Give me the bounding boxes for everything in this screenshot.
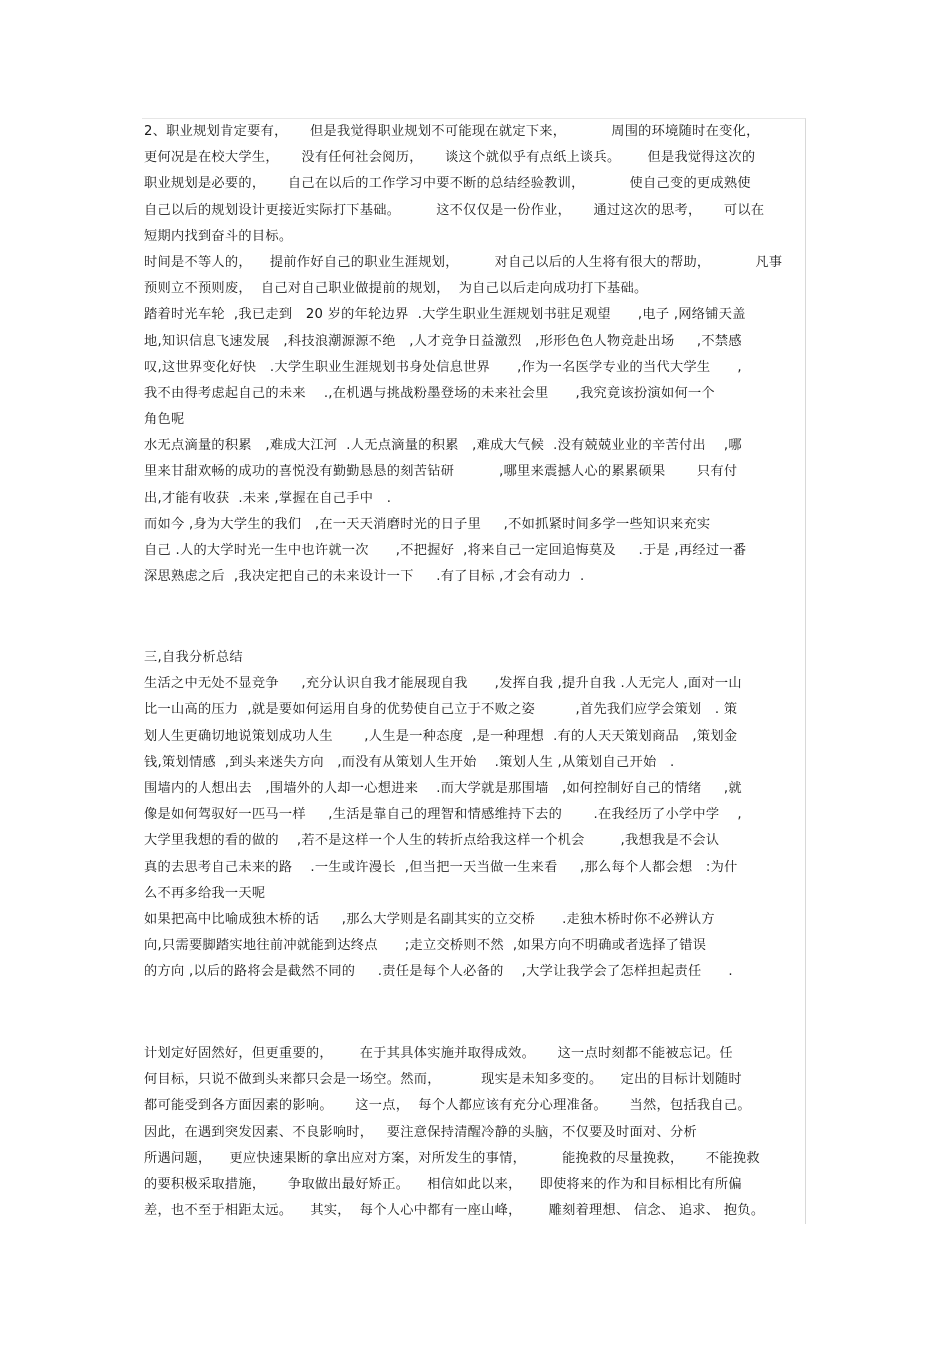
text-line: 叹,这世界变化好快 .大学生职业生涯规划书身处信息世界 ,作为一名医学专业的当代大学生 , [144,359,742,375]
text-line: 踏着时光车轮 ,我已走到 20 岁的年轮边界 .大学生职业生涯规划书驻足观望 ,电子 ,网络铺天盖 [144,307,746,323]
text-line: 大学里我想的看的做的 ,若不是这样一个人生的转折点给我这样一个机会 ,我想我是不会认 [144,833,720,849]
text-line: 比一山高的压力 ,就是要如何运用自身的优势使自己立于不败之姿 ,首先我们应学会策划 . 策 [144,702,738,718]
text-line: 的要积极采取措施， 争取做出最好矫正。 相信如此以来， 即使将来的作为和目标相比有所偏 [144,1176,742,1192]
text-line: 2、职业规划肯定要有， 但是我觉得职业规划不可能现在就定下来， 周围的环境随时在变化， [144,124,760,139]
text-line: 里来甘甜欢畅的成功的喜悦没有勤勤恳恳的刻苦钻研 ,哪里来震撼人心的累累硕果 只有付 [144,464,738,480]
text-line: 划人生更确切地说策划成功人生 ,人生是一种态度 ,是一种理想 .有的人天天策划商品 ,策划金 [144,728,738,744]
text-line: 地,知识信息飞速发展 ,科技浪潮源源不绝 ,人才竞争日益激烈 ,形形色色人物竞赴出场 ,不禁感 [144,333,742,349]
text-line: 向,只需要脚踏实地往前冲就能到达终点 ;走立交桥则不然 ,如果方向不明确或者选择了错误 [144,938,707,954]
text-line: 计划定好固然好，但更重要的， 在于其具体实施并取得成效。 这一点时刻都不能被忘记。任 [144,1046,733,1061]
text-line: 所遇问题， 更应快速果断的拿出应对方案，对所发生的事情， 能挽救的尽量挽救， 不能挽救 [144,1150,760,1166]
text-line: 角色呢 [144,412,185,428]
text-line: 短期内找到奋斗的目标。 [144,228,293,244]
section-implementation [144,1041,804,1224]
text-line: 么不再多给我一天呢 [144,885,266,901]
text-line: 而如今 ,身为大学生的我们 ,在一天天消磨时光的日子里 ,不如抓紧时间多学一些知识来充实 [144,516,711,532]
text-line: 自己以后的规划设计更接近实际打下基础。 这不仅仅是一份作业， 通过这次的思考， 可以在 [144,202,765,218]
text-line: 都可能受到各方面因素的影响。 这一点， 每个人都应该有充分心理准备。 当然，包括我自己。 [144,1098,751,1114]
text-line: 围墙内的人想出去 ,围墙外的人却一心想进来 .而大学就是那围墙 ,如何控制好自己的情绪 ,就 [144,780,742,796]
text-line: 我不由得考虑起自己的未来 .,在机遇与挑战粉墨登场的未来社会里 ,我究竟该扮演如何一个 [144,385,715,401]
text-line: 生活之中无处不显竞争 ,充分认识自我才能展现自我 ,发挥自我 ,提升自我 .人无完人 ,面对一山 [144,676,742,692]
section-career-planning [144,119,804,590]
text-line: 出,才能有收获 .未来 ,掌握在自己手中 . [144,490,392,506]
text-line: 深思熟虑之后 ,我决定把自己的未来设计一下 .有了目标 ,才会有动力 . [144,569,585,585]
text-line: 预则立不预则废， 自己对自己职业做提前的规划， 为自己以后走向成功打下基础。 [144,281,648,297]
text-line: 如果把高中比喻成独木桥的话 ,那么大学则是名副其实的立交桥 .走独木桥时你不必辨认方 [144,911,715,927]
text-line: 差，也不至于相距太远。 其实， 每个人心中都有一座山峰， 雕刻着理想、 信念、 追求、 抱负。 [144,1203,765,1219]
text-line: 真的去思考自己未来的路 .一生或许漫长 ,但当把一天当做一生来看 ,那么每个人都会想 :为什 [144,859,738,875]
text-line: 像是如何驾驭好一匹马一样 ,生活是靠自己的理智和情感维持下去的 .在我经历了小学中学 , [144,807,742,823]
text-line: 三,自我分析总结 [144,650,243,665]
section-self-analysis [144,645,804,985]
text-line: 职业规划是必要的， 自己在以后的工作学习中要不断的总结经验教训， 使自己变的更成熟使 [144,176,751,192]
text-line: 更何况是在校大学生， 没有任何社会阅历， 谈这个就似乎有点纸上谈兵。 但是我觉得这次的 [144,150,756,166]
text-line: 因此，在遇到突发因素、不良影响时， 要注意保持清醒冷静的头脑，不仅要及时面对、分析 [144,1124,697,1140]
text-line: 的方向 ,以后的路将会是截然不同的 .责任是每个人必备的 ,大学让我学会了怎样担起责任 . [144,964,733,980]
text-line: 时间是不等人的， 提前作好自己的职业生涯规划， 对自己以后的人生将有很大的帮助， 凡事 [144,254,783,270]
text-line: 钱,策划情感 ,到头来迷失方向 ,而没有从策划人生开始 .策划人生 ,从策划自己开始 . [144,754,675,770]
text-line: 何目标，只说不做到头来都只会是一场空。然而， 现实是未知多变的。 定出的目标计划随时 [144,1072,742,1088]
text-line: 自己 .人的大学时光一生中也许就一次 ,不把握好 ,将来自己一定回追悔莫及 .于是 ,再经过一番 [144,543,747,558]
text-line: 水无点滴量的积累 ,难成大江河 .人无点滴量的积累 ,难成大气候 .没有兢兢业业的辛苦付出 ,哪 [144,438,742,454]
